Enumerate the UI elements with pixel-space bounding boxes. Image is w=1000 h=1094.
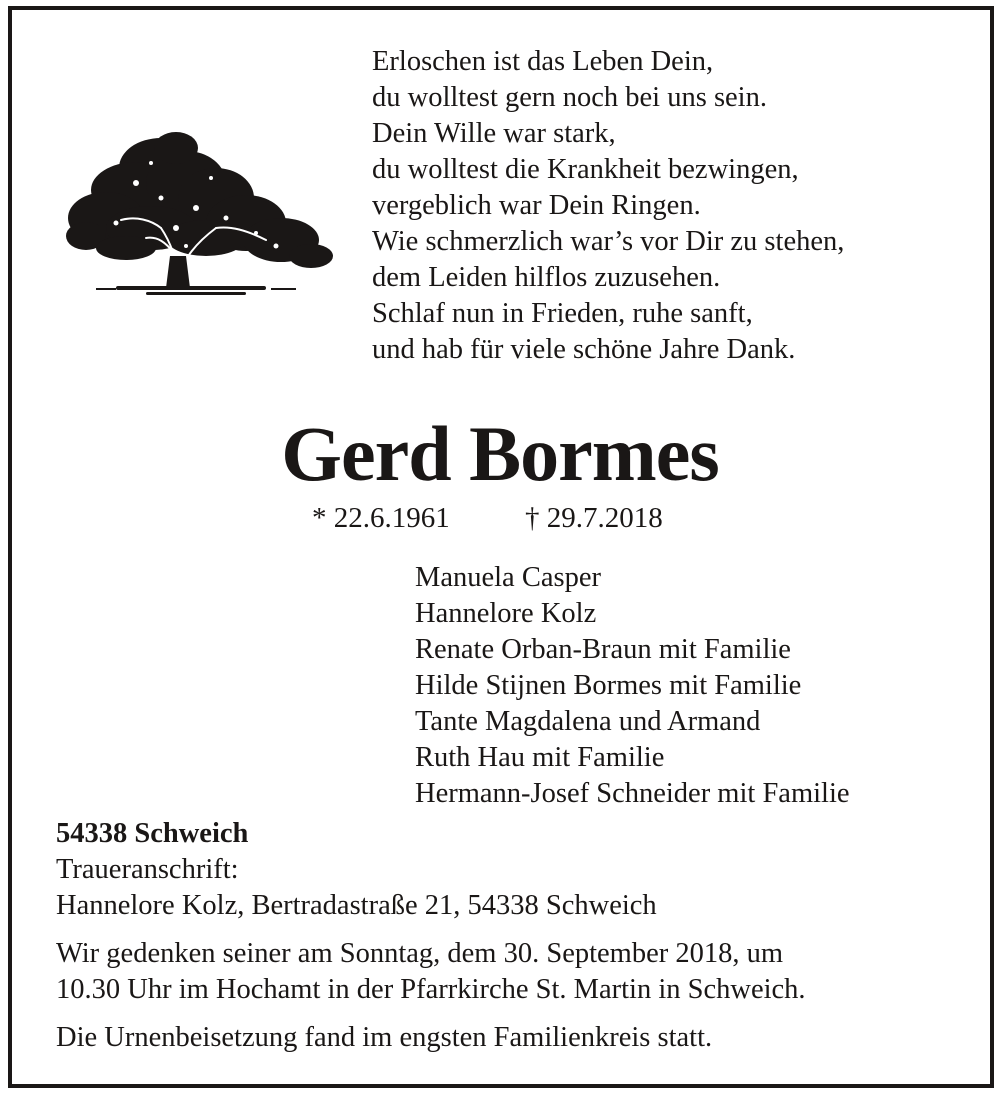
death-date: † 29.7.2018 (525, 502, 663, 534)
mourning-address-label: Traueranschrift: (56, 854, 239, 885)
notice-footer (56, 816, 956, 1056)
poem-line: und hab für viele schöne Jahre Dank. (372, 334, 796, 365)
mourner: Hannelore Kolz (415, 598, 597, 629)
burial-note: Die Urnenbeisetzung fand im engsten Familienkreis statt. (56, 1022, 713, 1053)
poem (372, 44, 844, 368)
mourner: Ruth Hau mit Familie (415, 742, 665, 773)
mourning-address: Hannelore Kolz, Bertradastraße 21, 54338 Schweich (56, 890, 657, 921)
residence-city: 54338 Schweich (56, 818, 249, 849)
service-line-1: Wir gedenken seiner am Sonntag, dem 30. September 2018, um (56, 938, 784, 969)
birth-date: * 22.6.1961 (312, 502, 450, 534)
poem-line: dem Leiden hilflos zuzusehen. (372, 262, 721, 293)
poem-line: du wolltest gern noch bei uns sein. (372, 82, 767, 113)
poem-line: vergeblich war Dein Ringen. (372, 190, 701, 221)
mourner: Renate Orban-Braun mit Familie (415, 634, 791, 665)
poem-line: Dein Wille war stark, (372, 118, 616, 149)
poem-line: du wolltest die Krankheit bezwingen, (372, 154, 799, 185)
service-line-2: 10.30 Uhr im Hochamt in der Pfarrkirche St. Martin in Schweich. (56, 974, 806, 1005)
mourners-list (415, 560, 850, 812)
poem-line: Schlaf nun in Frieden, ruhe sanft, (372, 298, 753, 329)
mourner: Hermann-Josef Schneider mit Familie (415, 778, 850, 809)
mourner: Manuela Casper (415, 562, 601, 593)
mourner: Hilde Stijnen Bormes mit Familie (415, 670, 802, 701)
tree-illustration-icon (66, 128, 334, 303)
mourner: Tante Magdalena und Armand (415, 706, 761, 737)
poem-line: Wie schmerzlich war’s vor Dir zu stehen, (372, 226, 845, 257)
deceased-name: Gerd Bormes (281, 410, 719, 497)
poem-line: Erloschen ist das Leben Dein, (372, 46, 714, 77)
